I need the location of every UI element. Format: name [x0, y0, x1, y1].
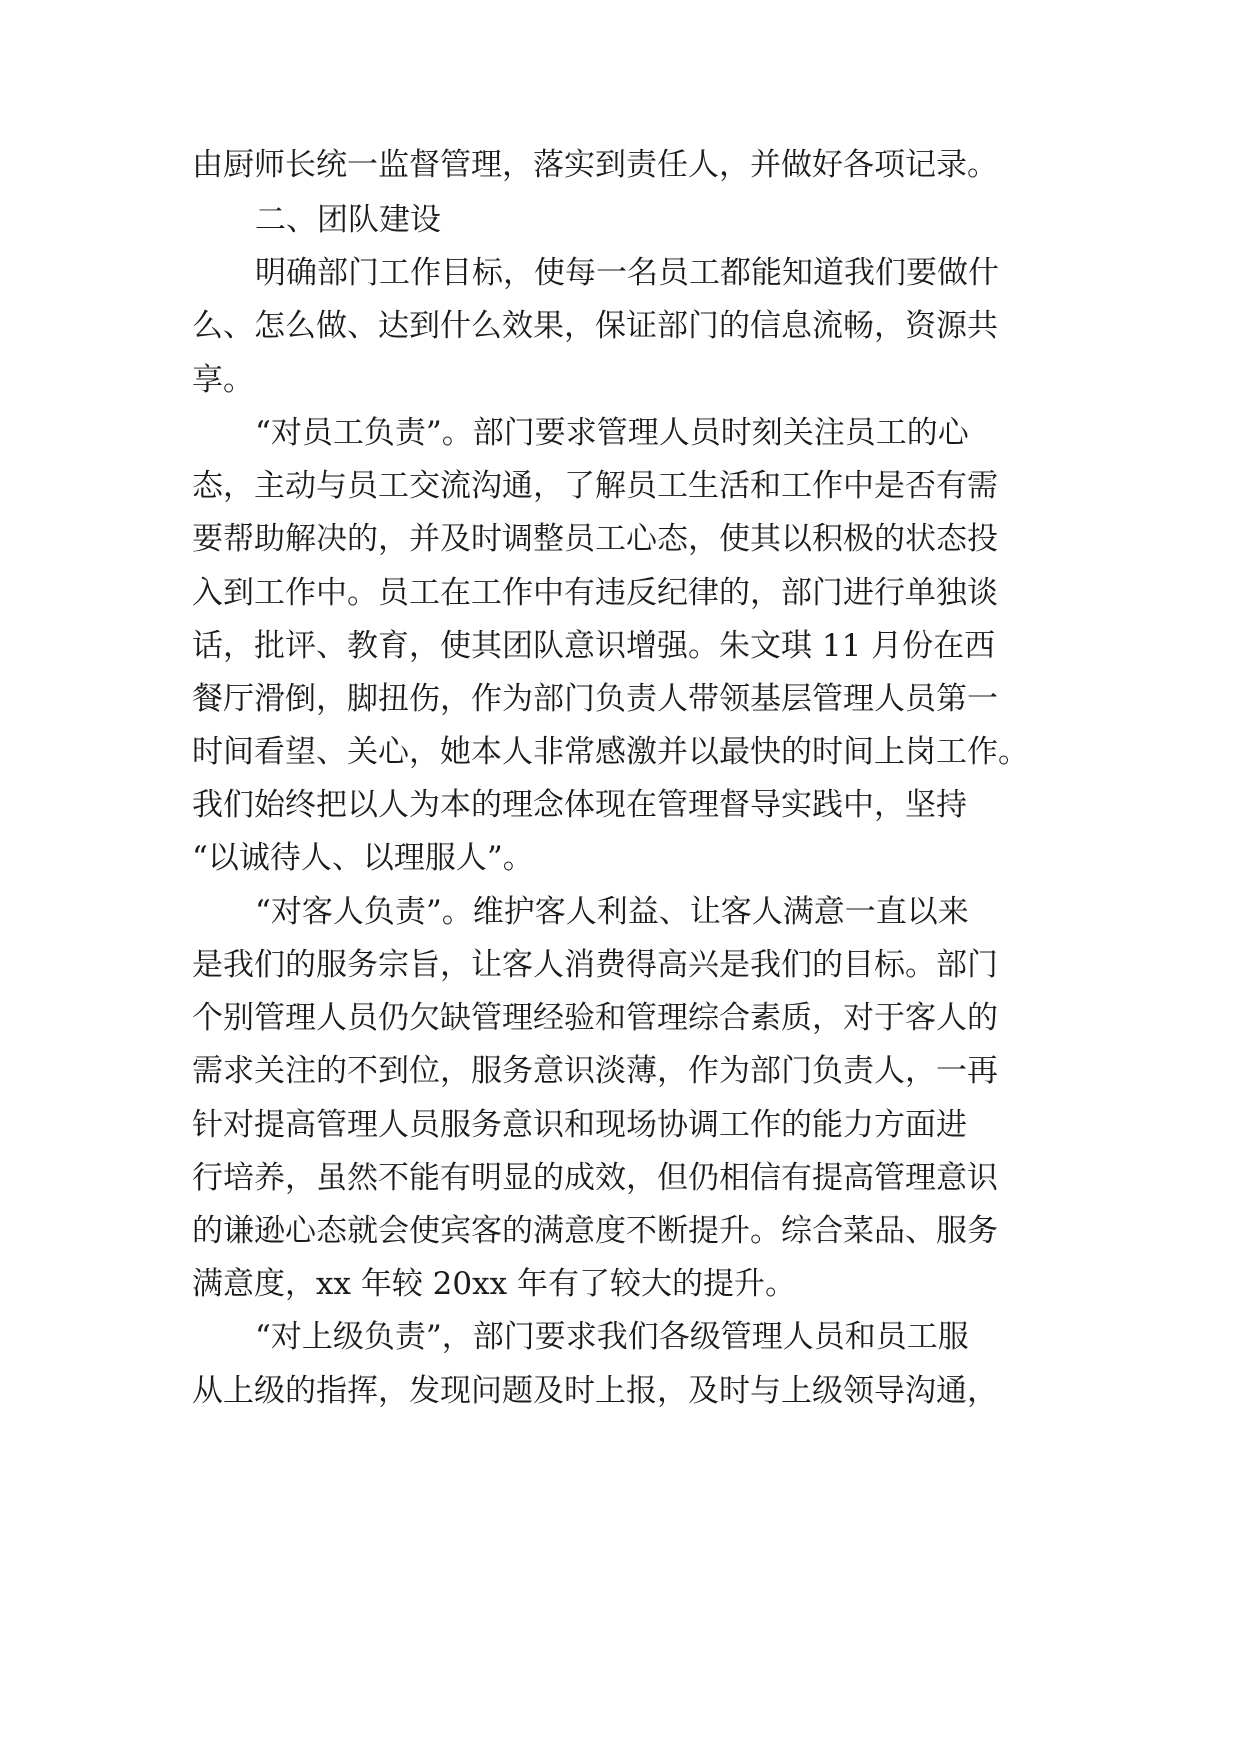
text-line: 么、怎么做、达到什么效果，保证部门的信息流畅，资源共: [192, 308, 998, 344]
text-line: 时间看望、关心，她本人非常感激并以最快的时间上岗工作。: [192, 734, 1029, 770]
section-heading: 二、团队建设: [255, 202, 441, 238]
text-line: 享。: [192, 362, 254, 398]
text-line: “对员工负责”。部门要求管理人员时刻关注员工的心: [255, 415, 969, 451]
text-line: 需求关注的不到位，服务意识淡薄，作为部门负责人，一再: [192, 1053, 998, 1089]
text-line: 个别管理人员仍欠缺管理经验和管理综合素质，对于客人的: [192, 1000, 998, 1036]
text-line: 入到工作中。员工在工作中有违反纪律的，部门进行单独谈: [192, 575, 998, 611]
text-line: 满意度，xx 年较 20xx 年有了较大的提升。: [192, 1266, 796, 1302]
text-line: 的谦逊心态就会使宾客的满意度不断提升。综合菜品、服务: [192, 1213, 998, 1249]
text-line: 要帮助解决的，并及时调整员工心态，使其以积极的状态投: [192, 521, 998, 557]
text-line: 话，批评、教育，使其团队意识增强。朱文琪 11 月份在西: [192, 628, 996, 664]
text-line: 是我们的服务宗旨，让客人消费得高兴是我们的目标。部门: [192, 947, 998, 983]
text-line: 态，主动与员工交流沟通，了解员工生活和工作中是否有需: [192, 468, 998, 504]
text-line: 从上级的指挥，发现问题及时上报，及时与上级领导沟通，: [192, 1373, 998, 1409]
text-line: 针对提高管理人员服务意识和现场协调工作的能力方面进: [192, 1107, 967, 1143]
text-line: 由厨师长统一监督管理，落实到责任人，并做好各项记录。: [192, 147, 998, 183]
text-line: “对客人负责”。维护客人利益、让客人满意一直以来: [255, 894, 969, 930]
text-line: 明确部门工作目标，使每一名员工都能知道我们要做什: [255, 255, 999, 291]
text-line: 行培养，虽然不能有明显的成效，但仍相信有提高管理意识: [192, 1160, 998, 1196]
text-line: 我们始终把以人为本的理念体现在管理督导实践中，坚持: [192, 787, 967, 823]
text-line: “对上级负责”，部门要求我们各级管理人员和员工服: [255, 1319, 969, 1355]
text-line: “以诚待人、以理服人”。: [192, 840, 534, 876]
text-line: 餐厅滑倒，脚扭伤，作为部门负责人带领基层管理人员第一: [192, 681, 998, 717]
